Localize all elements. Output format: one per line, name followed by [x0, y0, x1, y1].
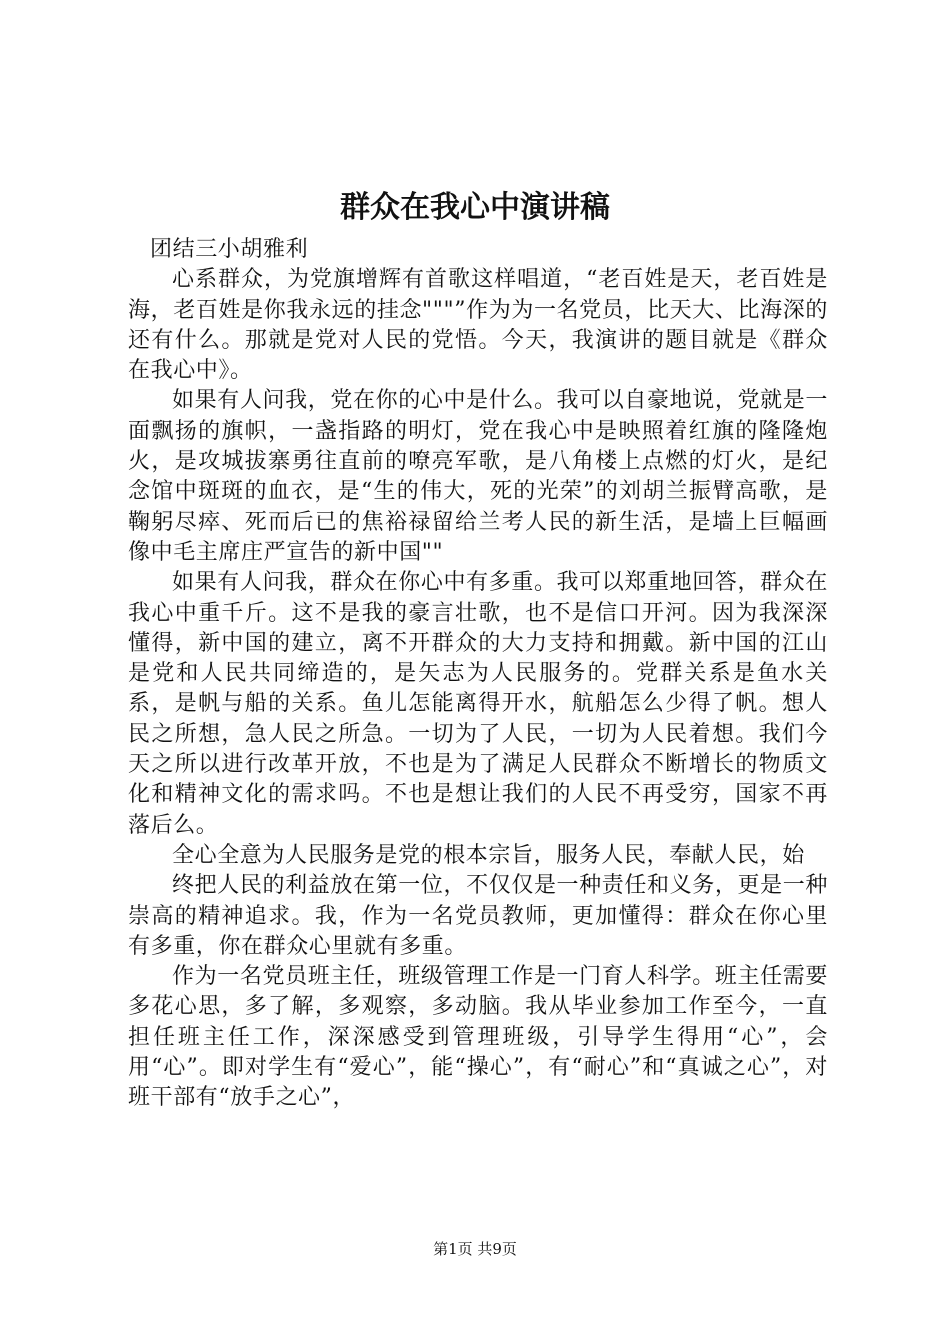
page-footer: 第1页 共9页: [433, 1240, 517, 1258]
paragraph: 如果有人问我，党在你的心中是什么。我可以自豪地说，党就是一面飘扬的旗帜，一盏指路的明灯，党在我心中是映照着红旗的隆隆炮火，是攻城拔寨勇往直前的嘹亮军歌，是八角楼上点燃的灯火，是纪念馆中斑斑的血衣，是“生的伟大，死的光荣”的刘胡兰振臂高歌，是鞠躬尽瘁、死而后已的焦裕禄留给兰考人民的新生活，是墙上巨幅画像中毛主席庄严宣告的新中国"": [128, 388, 828, 565]
document-body: [128, 235, 828, 1114]
paragraph: 如果有人问我，群众在你心中有多重。我可以郑重地回答，群众在我心中重千斤。这不是我的豪言壮歌，也不是信口开河。因为我深深懂得，新中国的建立，离不开群众的大力支持和拥戴。新中国的江山是党和人民共同缔造的，是矢志为人民服务的。党群关系是鱼水关系，是帆与船的关系。鱼儿怎能离得开水，航船怎么少得了帆。想人民之所想，急人民之所急。一切为了人民，一切为人民着想。我们今天之所以进行改革开放，不也是为了满足人民群众不断增长的物质文化和精神文化的需求吗。不也是想让我们的人民不再受穷，国家不再落后么。: [128, 570, 828, 838]
paragraph: 心系群众，为党旗增辉有首歌这样唱道，“老百姓是天，老百姓是海，老百姓是你我永远的挂念"""”作为为一名党员，比天大、比海深的还有什么。那就是党对人民的党悟。今天，我演讲的题目就是《群众在我心中》。: [128, 267, 828, 384]
paragraph: 作为一名党员班主任，班级管理工作是一门育人科学。班主任需要多花心思，多了解，多观察，多动脑。我从毕业参加工作至今，一直担任班主任工作，深深感受到管理班级，引导学生得用“心”，会用“心”。即对学生有“爱心”，能“操心”，有“耐心”和“真诚之心”，对班干部有“放手之心”，: [128, 964, 828, 1111]
document-title: 群众在我心中演讲稿: [340, 190, 610, 225]
paragraph: 终把人民的利益放在第一位，不仅仅是一种责任和义务，更是一种崇高的精神追求。我，作为一名党员教师，更加懂得：群众在你心里有多重，你在群众心里就有多重。: [128, 873, 828, 959]
author-line: 团结三小胡雅利: [150, 237, 309, 262]
paragraph: 全心全意为人民服务是党的根本宗旨，服务人民，奉献人民，始: [172, 842, 805, 868]
